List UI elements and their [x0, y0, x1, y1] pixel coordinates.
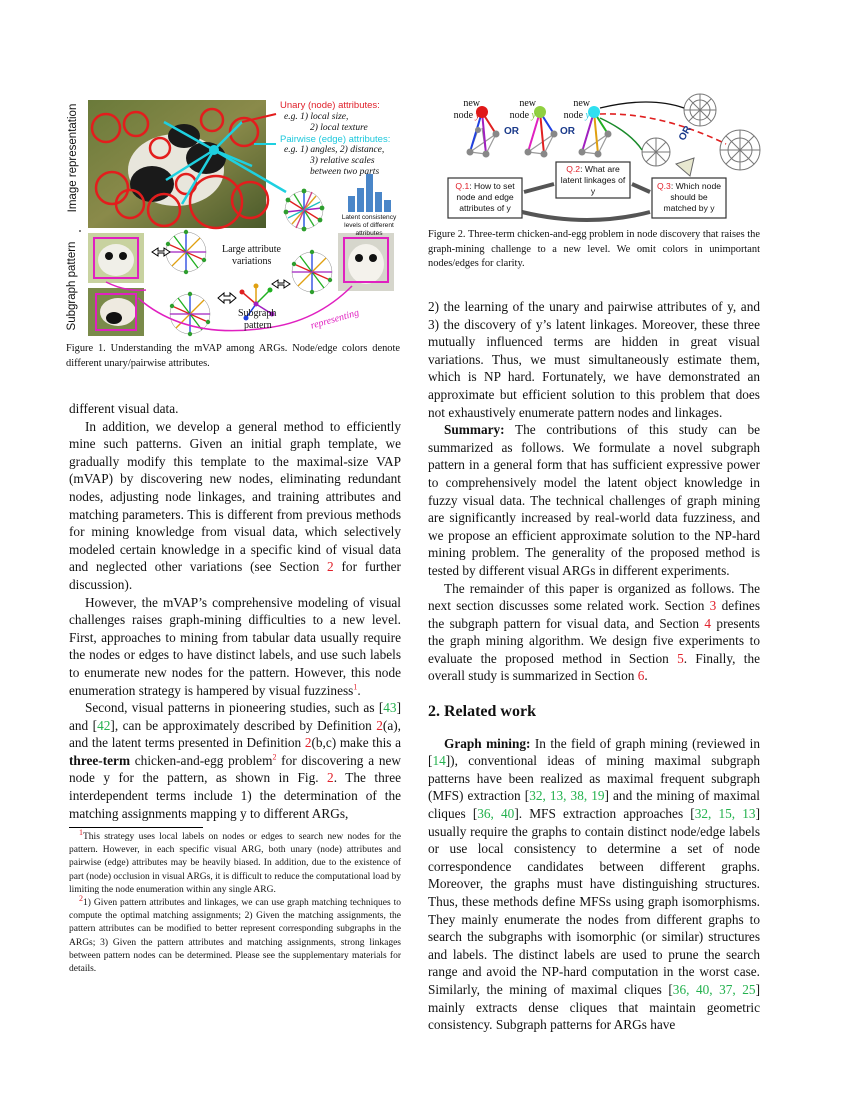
y-variable-3: y	[585, 110, 590, 121]
left-p3-g: for discovering a new node y for the pattern, as shown in Fig.	[69, 752, 401, 786]
new-node-label-1	[452, 98, 480, 122]
side-label-subgraph-pattern: Subgraph pattern	[66, 241, 78, 331]
new-word-2: new	[519, 98, 536, 109]
or-label-3: OR	[676, 124, 695, 143]
footnotes	[69, 827, 401, 976]
arg-graph-left-bottom	[170, 292, 210, 336]
q1-text	[450, 181, 520, 214]
right-para-0: 2) the learning of the unary and pairwise attributes of y, and 3) the discovery of y’s latent linkages. Moreover, these three mutually influenced terms are hidden in great visual variations. Thus, we must simultaneously estimate them, which is NP hard. Fortunately, we have demonstrated an approximate but efficient solution to this problem that does not exhaustively enumerate pattern nodes and linkages.	[428, 299, 760, 420]
cite-group-3[interactable]: 32, 15, 13	[694, 806, 756, 822]
unary-attribute-1: e.g. 1) local size,	[284, 112, 349, 122]
left-p1-end: for further discussion).	[69, 559, 401, 592]
left-p3-c: ], can be approximately described by Definition	[110, 717, 377, 733]
right-column	[428, 298, 760, 1034]
cite-group-1[interactable]: 32, 13, 38, 19	[529, 788, 605, 804]
section-ref-4[interactable]: 4	[704, 615, 712, 631]
footnote-rule	[69, 827, 203, 828]
attribute-graph-top	[284, 189, 325, 232]
rem-d: . Finally, the overall study is summarized in Section	[428, 650, 760, 684]
gear-graph-mid	[642, 138, 670, 166]
subgraph-label-2: pattern	[244, 320, 272, 331]
left-p3-h: . The three interdependent terms include 1) the determination of the matching assignments mapping y to different ARGs,	[69, 770, 402, 821]
node-word-2: node	[509, 110, 530, 121]
figure-1	[66, 92, 400, 344]
q2-label: Q.2	[566, 164, 581, 174]
rem-b: defines the subgraph pattern for visual data, and Section	[428, 598, 760, 631]
def-ref-2[interactable]: 2	[304, 735, 312, 751]
footnote-2-mark: 2	[79, 893, 83, 903]
left-p1-text: In addition, we develop a general method to efficiently mine such patterns. Given an initial graph template, we gradually modify this template to the maximal-size VAP (mVAP) by discovering new nodes, eliminating redundant nodes, adjusting node linkages, and training attributes and matching parameters. This is different from previous methods for mining knowledge from visual data, which selectively modeled certain knowledge in a specific kind of visual data and neglected other variations (see Section	[69, 418, 401, 575]
q2-body: : What are latent linkages of y	[560, 164, 626, 196]
node-word-3: node	[563, 110, 584, 121]
new-node-label-3	[562, 98, 590, 122]
pairwise-attributes-title: Pairwise (edge) attributes:	[280, 134, 391, 145]
def-ref-1[interactable]: 2	[376, 717, 383, 733]
cite-group-4[interactable]: 36, 40, 37, 25	[672, 981, 756, 997]
graph-mining-label: Graph mining:	[444, 735, 531, 751]
gm-f: ] mainly extracts dense cliques that maintain geometric consistency. Subgraph patterns for ARGs have	[428, 981, 761, 1033]
section-ref-3[interactable]: 3	[709, 598, 717, 614]
q2-text	[558, 164, 628, 197]
y-variable-2: y	[531, 110, 536, 121]
summary-label: Summary:	[444, 422, 505, 438]
footnote-ref-2[interactable]: 2	[272, 752, 277, 762]
pairwise-attribute-1: e.g. 1) angles, 2) distance,	[284, 145, 385, 155]
left-p2-end: .	[357, 682, 361, 698]
new-node-label-2	[508, 98, 536, 122]
left-para-1	[69, 418, 401, 594]
figure-2-caption: Figure 2. Three-term chicken-and-egg problem in node discovery that raises the graph-mining challenge to a new level. We omit colors in unimportant nodes/edges for clarity.	[428, 229, 760, 270]
latent-consistency-label: Latent consistency levels of different attributes	[341, 214, 397, 237]
subgraph-label-1: Subgraph	[238, 308, 277, 319]
left-column	[69, 400, 401, 822]
gear-graph-right	[720, 130, 760, 170]
unary-attributes-title: Unary (node) attributes:	[280, 100, 380, 111]
rem-c: presents the graph mining algorithm. We design five experiments to evaluate the proposed method in Section	[428, 615, 760, 666]
cite-14[interactable]: 14	[432, 753, 446, 769]
gm-d: ]. MFS extraction approaches [	[514, 806, 695, 822]
q3-body: : Which node should be matched by y	[663, 181, 722, 213]
rem-e: .	[644, 668, 648, 684]
arg-graph-right	[292, 250, 332, 294]
gm-a: In the field of graph mining (reviewed in [	[428, 735, 760, 769]
left-p1-ref[interactable]: 2	[327, 559, 334, 575]
footnote-1-text: This strategy uses local labels on nodes or edges to search new nodes for the pattern. However, in each specific visual ARG, both unary (node) attributes and pairwise (edge) attributes may be heavily biased. In addition, due to the existence of part (node) occlusion in visual ARGs, it is difficult to reduce the computational load by limiting the node enumeration within any single ARG.	[69, 832, 401, 895]
unary-attribute-2: 2) local texture	[310, 123, 368, 133]
footnote-2-text: 1) Given pattern attributes and linkages, we can use graph matching techniques to compute the optimal matching assignments; 2) Given the matching assignments, the pattern attributes can be modified to better represent corresponding subgraphs in the ARGs; 3) Given the pattern attributes and matching assignments, strong linkages between pattern nodes can be determined. Please see the supplementary materials for details.	[69, 898, 401, 975]
three-term-bold: three-term	[69, 752, 131, 768]
node-word-1: node	[453, 110, 474, 121]
large-attribute-label-2: variations	[232, 256, 272, 267]
rem-a: The remainder of this paper is organized as follows. The next section discusses some related work. Section	[428, 580, 760, 614]
cite-42[interactable]: 42	[97, 717, 111, 733]
footnote-1-mark: 1	[79, 827, 83, 837]
cite-43[interactable]: 43	[383, 700, 397, 716]
latent-consistency-bars	[348, 174, 391, 212]
left-para-3	[69, 699, 401, 822]
figure-2	[440, 92, 780, 224]
left-p3-b: ] and [	[69, 700, 401, 733]
left-para-0: different visual data.	[69, 401, 179, 416]
left-para-2	[69, 594, 401, 700]
remainder-para	[428, 580, 760, 686]
arg-graph-left-top	[166, 230, 206, 274]
summary-text: The contributions of this study can be summarized as follows. We formulate a novel subgraph pattern in a general form that has sufficient expressive power to comprehensively model the latent object knowledge in fuzzy visual data. The technical challenges of graph mining are significantly increased by real-world data fuzziness, and we propose an efficient approximate solution to the NP-hard mining problem. The generality of the proposed method is tested by different visual ARGs in different experiments.	[428, 422, 760, 578]
footnote-1	[69, 827, 401, 897]
graph-mining-para	[428, 735, 760, 1034]
fig-ref-2[interactable]: 2	[327, 770, 334, 786]
summary-para	[428, 421, 760, 579]
gm-e: ] usually require the graphs to contain distinct node/edge labels or use local consistency to determine a set of node correspondence candidates between different graphs. Moreover, the graphs must have distinguishing structures. Thus, these methods define MFSs using graph isomorphisms. They mainly enumerate the nodes from different graphs to search the subgraphs with isomorphic (or similar) structures and labels. The distinct labels are used to prune the search range and avoid the NP-hard computation in the worst case. Similarly, the mining of maximal cliques [	[428, 806, 761, 997]
new-word-1: new	[463, 98, 480, 109]
or-label-2: OR	[560, 126, 575, 137]
q3-text	[654, 181, 724, 214]
left-p3-a: Second, visual patterns in pioneering studies, such as [	[85, 700, 384, 716]
pairwise-attribute-2: 3) relative scales	[310, 156, 375, 166]
left-p3-d: (a), and the latent terms presented in Definition	[69, 717, 401, 751]
section-ref-5[interactable]: 5	[677, 650, 684, 666]
or-label-1: OR	[504, 126, 519, 137]
cite-group-2[interactable]: 36, 40	[477, 806, 515, 822]
side-label-image-representation: Image representation	[67, 103, 79, 213]
q1-label: Q.1	[455, 181, 470, 191]
gm-c: ] and the mining of maximal cliques [	[428, 788, 760, 822]
q3-label: Q.3	[656, 181, 671, 191]
pairwise-attribute-3: between two parts	[310, 167, 380, 177]
left-p3-f: chicken-and-egg problem	[130, 752, 273, 768]
y-variable-1: y	[475, 110, 480, 121]
large-attribute-label-1: Large attribute	[222, 244, 281, 255]
left-p2-text: However, the mVAP’s comprehensive modeling of visual challenges raises graph-mining difficulties to a new level. First, approaches to mining from tabular data usually require the nodes or edges to have distinct labels, and use such labels to enumerate new nodes for the pattern. However, this node enumeration strategy is hampered by visual fuzziness	[69, 594, 401, 698]
gear-graph-top	[684, 94, 716, 126]
footnote-2	[69, 893, 401, 976]
left-p3-e: (b,c) make this a	[311, 735, 401, 751]
footnote-ref-1[interactable]: 1	[353, 682, 358, 692]
new-word-3: new	[573, 98, 590, 109]
section-ref-6[interactable]: 6	[637, 668, 645, 684]
gm-b: ]), conventional ideas of mining maximal subgraph patterns have been realized as maximal frequent subgraph (MFS) extraction [	[428, 753, 760, 804]
section-heading-related-work: 2. Related work	[428, 703, 536, 721]
q1-body: : How to set node and edge attributes of y	[456, 181, 515, 213]
figure-1-caption: Figure 1. Understanding the mVAP among ARGs. Node/edge colors denote different unary/pairwise attributes.	[66, 343, 400, 369]
representing-label: representing	[309, 307, 361, 332]
